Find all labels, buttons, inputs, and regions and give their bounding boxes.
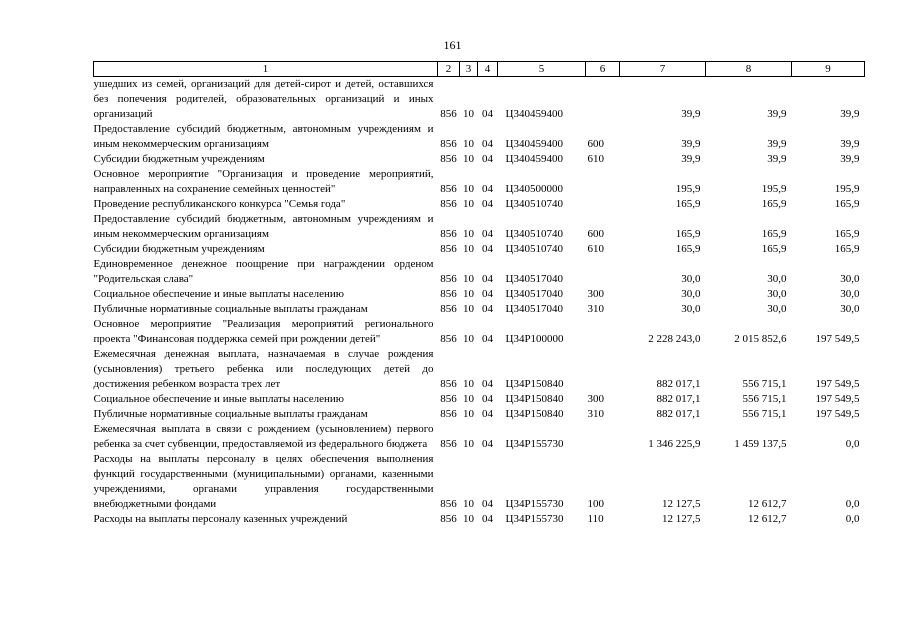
row-grbs-cell: 856 — [440, 228, 457, 240]
row-amount-3-cell: 165,9 — [834, 243, 860, 255]
row-amount-1-cell: 2 228 243,0 — [648, 333, 701, 345]
table-row — [94, 167, 865, 197]
row-subsection-cell: 04 — [482, 243, 493, 255]
row-name-cell: Проведение республиканского конкурса "Семья года" — [93, 198, 346, 210]
row-expense-type-cell: 610 — [587, 153, 604, 165]
row-section-cell: 10 — [463, 498, 474, 510]
table-row — [94, 512, 865, 527]
row-amount-2-cell: 165,9 — [761, 243, 787, 255]
row-expense-type-cell: 310 — [587, 408, 604, 420]
row-subsection-cell: 04 — [482, 108, 493, 120]
row-name-cell: Социальное обеспечение и иные выплаты населению — [93, 393, 345, 405]
row-expense-type-cell — [586, 317, 620, 347]
row-grbs-cell: 856 — [440, 288, 457, 300]
table-row — [94, 392, 865, 407]
row-grbs-cell: 856 — [440, 438, 457, 450]
row-grbs-cell: 856 — [440, 183, 457, 195]
row-amount-3-cell: 197 549,5 — [815, 333, 860, 345]
row-amount-3-cell: 30,0 — [840, 273, 860, 285]
table-row — [94, 452, 865, 512]
page-number: 161 — [443, 38, 462, 52]
row-amount-3-cell: 39,9 — [840, 138, 860, 150]
row-name-cell: Единовременное денежное поощрение при награждении орденом "Родительская слава" — [93, 258, 434, 285]
table-row — [94, 212, 865, 242]
row-expense-type-cell — [586, 422, 620, 452]
row-target-article-cell: Ц340510740 — [505, 198, 563, 210]
row-grbs-cell: 856 — [440, 378, 457, 390]
row-amount-3-cell: 195,9 — [834, 183, 860, 195]
table-row — [94, 302, 865, 317]
row-subsection-cell: 04 — [482, 303, 493, 315]
row-subsection-cell: 04 — [482, 408, 493, 420]
row-section-cell: 10 — [463, 288, 474, 300]
row-subsection-cell: 04 — [482, 393, 493, 405]
row-amount-3-cell: 165,9 — [834, 198, 860, 210]
row-amount-3-cell: 39,9 — [840, 108, 860, 120]
row-amount-3-cell: 197 549,5 — [815, 393, 860, 405]
row-amount-3-cell: 30,0 — [840, 288, 860, 300]
row-name-cell: Публичные нормативные социальные выплаты гражданам — [93, 303, 368, 315]
row-amount-2-cell: 30,0 — [767, 288, 787, 300]
row-subsection-cell: 04 — [482, 183, 493, 195]
row-name-cell: Основное мероприятие "Реализация мероприятий регионального проекта "Финансовая поддержка семей при рождении детей" — [93, 318, 434, 345]
table-row — [94, 317, 865, 347]
row-name-cell: Ежемесячная денежная выплата, назначаемая в случае рождения (усыновления) третьего ребенка или последующих детей до достижения ребенком возраста трех лет — [93, 348, 434, 390]
row-section-cell: 10 — [463, 108, 474, 120]
row-name-cell: ушедших из семей, организаций для детей-сирот и детей, оставшихся без попечения родителей, образовательных организаций и иных организаций — [93, 78, 434, 120]
row-expense-type-cell: 610 — [587, 243, 604, 255]
row-amount-2-cell: 12 612,7 — [748, 498, 787, 510]
table-body — [94, 77, 865, 528]
row-section-cell: 10 — [463, 378, 474, 390]
budget-table — [93, 61, 865, 527]
row-amount-2-cell: 165,9 — [761, 228, 787, 240]
row-target-article-cell: Ц340510740 — [505, 228, 563, 240]
row-section-cell: 10 — [463, 153, 474, 165]
row-expense-type-cell: 300 — [587, 393, 604, 405]
row-amount-1-cell: 12 127,5 — [662, 498, 701, 510]
row-subsection-cell: 04 — [482, 153, 493, 165]
row-grbs-cell: 856 — [440, 408, 457, 420]
row-amount-3-cell: 197 549,5 — [815, 378, 860, 390]
row-name-cell: Расходы на выплаты персоналу казенных учреждений — [93, 513, 348, 525]
row-section-cell: 10 — [463, 228, 474, 240]
row-expense-type-cell: 310 — [587, 303, 604, 315]
row-name-cell: Ежемесячная выплата в связи с рождением (усыновлением) первого ребенка за счет субвенции, предоставляемой из федерального бюджета — [93, 423, 434, 450]
row-amount-2-cell: 165,9 — [761, 198, 787, 210]
row-subsection-cell: 04 — [482, 333, 493, 345]
table-row — [94, 422, 865, 452]
row-amount-2-cell: 39,9 — [767, 153, 787, 165]
row-subsection-cell: 04 — [482, 513, 493, 525]
row-amount-1-cell: 1 346 225,9 — [648, 438, 701, 450]
row-grbs-cell: 856 — [440, 273, 457, 285]
column-header-amount-2: 8 — [706, 62, 792, 77]
row-amount-1-cell: 165,9 — [675, 198, 701, 210]
row-expense-type-cell: 110 — [587, 513, 604, 525]
row-target-article-cell: Ц340459400 — [505, 138, 563, 150]
row-grbs-cell: 856 — [440, 243, 457, 255]
row-grbs-cell: 856 — [440, 108, 457, 120]
row-target-article-cell: Ц340517040 — [505, 288, 563, 300]
row-section-cell: 10 — [463, 138, 474, 150]
row-section-cell: 10 — [463, 333, 474, 345]
table-row — [94, 197, 865, 212]
row-amount-1-cell: 882 017,1 — [656, 408, 701, 420]
row-target-article-cell: Ц34Р150840 — [505, 393, 564, 405]
row-section-cell: 10 — [463, 513, 474, 525]
row-subsection-cell: 04 — [482, 378, 493, 390]
row-subsection-cell: 04 — [482, 288, 493, 300]
row-section-cell: 10 — [463, 198, 474, 210]
row-expense-type-cell — [586, 167, 620, 197]
row-target-article-cell: Ц340459400 — [505, 108, 563, 120]
row-target-article-cell: Ц34Р155730 — [505, 498, 564, 510]
row-section-cell: 10 — [463, 393, 474, 405]
row-section-cell: 10 — [463, 273, 474, 285]
row-name-cell: Расходы на выплаты персоналу в целях обеспечения выполнения функций государственными (муниципальными) органами, казенными учреждениями, органами управления государственными внебюджетными фондами — [93, 453, 434, 510]
row-amount-2-cell: 556 715,1 — [742, 378, 787, 390]
row-subsection-cell: 04 — [482, 498, 493, 510]
row-amount-3-cell: 0,0 — [845, 498, 860, 510]
row-amount-1-cell: 30,0 — [681, 273, 701, 285]
column-header-grbs: 2 — [438, 62, 460, 77]
row-target-article-cell: Ц340510740 — [505, 243, 563, 255]
column-header-amount-3: 9 — [792, 62, 865, 77]
row-expense-type-cell: 600 — [587, 228, 604, 240]
row-amount-1-cell: 165,9 — [675, 228, 701, 240]
row-amount-1-cell: 882 017,1 — [656, 378, 701, 390]
row-amount-1-cell: 12 127,5 — [662, 513, 701, 525]
row-target-article-cell: Ц340500000 — [505, 183, 563, 195]
table-row — [94, 347, 865, 392]
row-amount-3-cell: 0,0 — [845, 438, 860, 450]
row-name-cell: Предоставление субсидий бюджетным, автономным учреждениям и иным некоммерческим организациям — [93, 123, 434, 150]
row-section-cell: 10 — [463, 303, 474, 315]
row-grbs-cell: 856 — [440, 498, 457, 510]
row-target-article-cell: Ц340459400 — [505, 153, 563, 165]
row-target-article-cell: Ц34Р100000 — [505, 333, 564, 345]
row-expense-type-cell — [586, 197, 620, 212]
row-section-cell: 10 — [463, 438, 474, 450]
row-expense-type-cell: 600 — [587, 138, 604, 150]
row-grbs-cell: 856 — [440, 513, 457, 525]
row-expense-type-cell — [586, 77, 620, 123]
row-section-cell: 10 — [463, 183, 474, 195]
table-row — [94, 77, 865, 123]
row-section-cell: 10 — [463, 243, 474, 255]
row-amount-3-cell: 165,9 — [834, 228, 860, 240]
row-amount-3-cell: 0,0 — [845, 513, 860, 525]
row-target-article-cell: Ц34Р150840 — [505, 408, 564, 420]
row-grbs-cell: 856 — [440, 138, 457, 150]
row-grbs-cell: 856 — [440, 198, 457, 210]
row-name-cell: Субсидии бюджетным учреждениям — [93, 153, 265, 165]
row-amount-2-cell: 556 715,1 — [742, 393, 787, 405]
row-grbs-cell: 856 — [440, 153, 457, 165]
table-row — [94, 122, 865, 152]
row-grbs-cell: 856 — [440, 333, 457, 345]
row-amount-1-cell: 39,9 — [681, 108, 701, 120]
table-row — [94, 152, 865, 167]
row-amount-3-cell: 39,9 — [840, 153, 860, 165]
row-amount-1-cell: 30,0 — [681, 303, 701, 315]
row-name-cell: Основное мероприятие "Организация и проведение мероприятий, направленных на сохранение семейных ценностей" — [93, 168, 434, 195]
column-header-subsection: 4 — [478, 62, 498, 77]
row-amount-2-cell: 39,9 — [767, 108, 787, 120]
column-header-expense-type: 6 — [586, 62, 620, 77]
row-name-cell: Публичные нормативные социальные выплаты гражданам — [93, 408, 368, 420]
row-expense-type-cell: 300 — [587, 288, 604, 300]
row-amount-2-cell: 12 612,7 — [748, 513, 787, 525]
row-name-cell: Предоставление субсидий бюджетным, автономным учреждениям и иным некоммерческим организациям — [93, 213, 434, 240]
row-target-article-cell: Ц340517040 — [505, 303, 563, 315]
row-target-article-cell: Ц340517040 — [505, 273, 563, 285]
row-grbs-cell: 856 — [440, 303, 457, 315]
row-amount-1-cell: 39,9 — [681, 153, 701, 165]
row-amount-1-cell: 165,9 — [675, 243, 701, 255]
row-name-cell: Субсидии бюджетным учреждениям — [93, 243, 265, 255]
table-row — [94, 242, 865, 257]
row-amount-2-cell: 30,0 — [767, 273, 787, 285]
row-expense-type-cell — [586, 347, 620, 392]
row-amount-1-cell: 30,0 — [681, 288, 701, 300]
row-amount-2-cell: 30,0 — [767, 303, 787, 315]
row-amount-1-cell: 39,9 — [681, 138, 701, 150]
row-expense-type-cell — [586, 257, 620, 287]
column-header-target-article: 5 — [498, 62, 586, 77]
table-row — [94, 287, 865, 302]
row-amount-3-cell: 197 549,5 — [815, 408, 860, 420]
row-amount-1-cell: 882 017,1 — [656, 393, 701, 405]
column-header-section: 3 — [460, 62, 478, 77]
table-header — [94, 62, 865, 77]
column-header-amount-1: 7 — [620, 62, 706, 77]
row-amount-2-cell: 1 459 137,5 — [734, 438, 787, 450]
table-row — [94, 257, 865, 287]
table-row — [94, 407, 865, 422]
row-amount-2-cell: 195,9 — [761, 183, 787, 195]
row-subsection-cell: 04 — [482, 198, 493, 210]
column-header-name: 1 — [94, 62, 438, 77]
row-amount-2-cell: 556 715,1 — [742, 408, 787, 420]
row-grbs-cell: 856 — [440, 393, 457, 405]
row-target-article-cell: Ц34Р150840 — [505, 378, 564, 390]
header-row — [94, 62, 865, 77]
row-amount-1-cell: 195,9 — [675, 183, 701, 195]
row-target-article-cell: Ц34Р155730 — [505, 438, 564, 450]
row-name-cell: Социальное обеспечение и иные выплаты населению — [93, 288, 345, 300]
row-subsection-cell: 04 — [482, 138, 493, 150]
row-subsection-cell: 04 — [482, 273, 493, 285]
row-amount-2-cell: 2 015 852,6 — [734, 333, 787, 345]
row-amount-2-cell: 39,9 — [767, 138, 787, 150]
row-amount-3-cell: 30,0 — [840, 303, 860, 315]
row-section-cell: 10 — [463, 408, 474, 420]
row-subsection-cell: 04 — [482, 228, 493, 240]
row-expense-type-cell: 100 — [587, 498, 604, 510]
row-subsection-cell: 04 — [482, 438, 493, 450]
row-target-article-cell: Ц34Р155730 — [505, 513, 564, 525]
